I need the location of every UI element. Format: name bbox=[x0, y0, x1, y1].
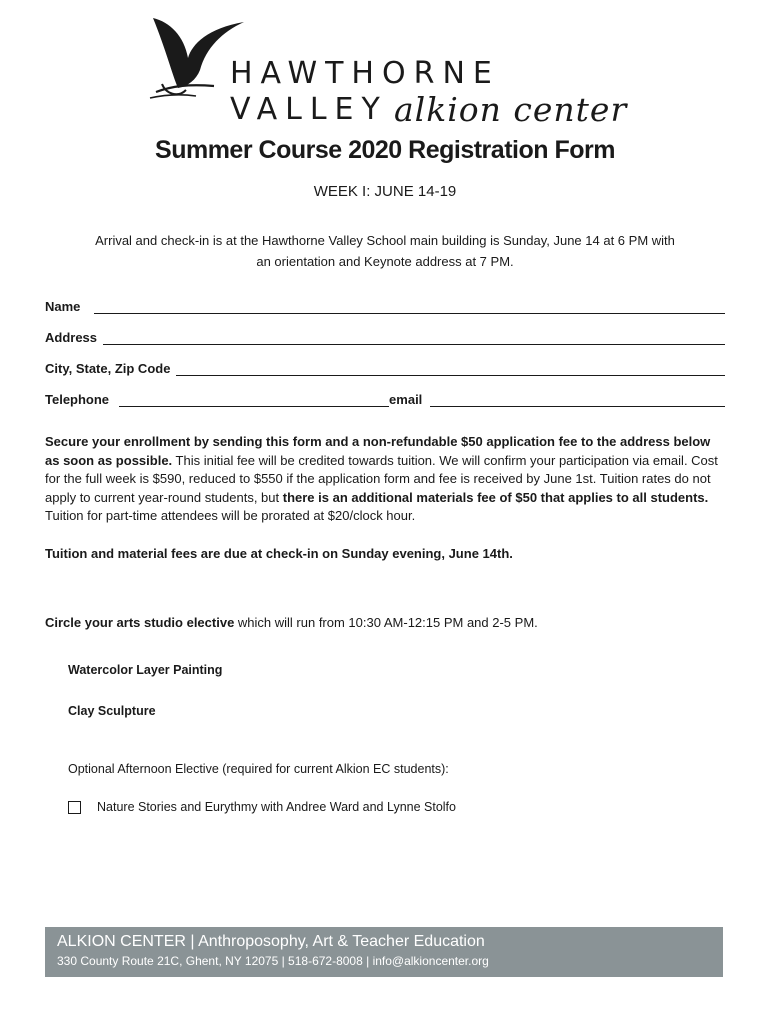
footer-bar bbox=[45, 927, 723, 977]
elective-option-clay[interactable]: Clay Sculpture bbox=[68, 704, 156, 718]
city-row bbox=[45, 356, 725, 376]
address-label: Address bbox=[45, 330, 98, 345]
city-field[interactable] bbox=[176, 361, 725, 376]
week-heading: WEEK I: JUNE 14-19 bbox=[313, 183, 457, 200]
optional-elective-row bbox=[68, 800, 456, 814]
enrollment-bold-intro: Secure your enrollment by sending this form and a non-refundable $50 application fee to the address below as soon as possible. bbox=[45, 434, 711, 468]
name-field[interactable] bbox=[94, 299, 725, 314]
arrival-note bbox=[90, 230, 680, 272]
elective-instruction bbox=[45, 615, 538, 630]
telephone-row bbox=[45, 387, 725, 407]
email-field[interactable] bbox=[430, 392, 725, 407]
brand-alkion-center: alkion center bbox=[394, 90, 628, 129]
footer-contact: 330 County Route 21C, Ghent, NY 12075 | 518-672-8008 | info@alkioncenter.org bbox=[57, 954, 489, 968]
optional-elective-checkbox[interactable] bbox=[68, 801, 81, 814]
city-label: City, State, Zip Code bbox=[45, 361, 171, 376]
enrollment-paragraph bbox=[45, 433, 727, 526]
address-row bbox=[45, 325, 725, 345]
telephone-field[interactable] bbox=[119, 392, 389, 407]
email-label: email bbox=[389, 392, 423, 407]
telephone-label: Telephone bbox=[45, 392, 110, 407]
elective-option-watercolor[interactable]: Watercolor Layer Painting bbox=[68, 663, 223, 677]
name-row bbox=[45, 294, 725, 314]
footer-title: ALKION CENTER | Anthroposophy, Art & Teacher Education bbox=[57, 933, 485, 950]
enrollment-text-1: This initial fee will be credited towards tuition. We will confirm your participation via email. Cost for the full week is $590, reduced to $550 if the application form and fee is received by June 1st. Tuition rates do not apply to current year-round students, but bbox=[45, 452, 718, 505]
optional-elective-label: Optional Afternoon Elective (required for current Alkion EC students): bbox=[68, 762, 449, 776]
enrollment-materials-fee: there is an additional materials fee of $50 that applies to all students. bbox=[282, 489, 709, 505]
arrival-line-2: an orientation and Keynote address at 7 PM. bbox=[256, 254, 514, 269]
arrival-line-1: Arrival and check-in is at the Hawthorne Valley School main building is Sunday, June 14 at 6 PM with bbox=[95, 233, 675, 248]
address-field[interactable] bbox=[103, 330, 725, 345]
due-note: Tuition and material fees are due at check-in on Sunday evening, June 14th. bbox=[45, 546, 513, 561]
enrollment-text-2: Tuition for part-time attendees will be prorated at $20/clock hour. bbox=[45, 508, 416, 523]
page-title: Summer Course 2020 Registration Form bbox=[155, 136, 615, 164]
elective-instruction-text: which will run from 10:30 AM-12:15 PM and 2-5 PM. bbox=[234, 615, 538, 630]
optional-elective-text: Nature Stories and Eurythmy with Andree Ward and Lynne Stolfo bbox=[97, 800, 456, 814]
brand-hawthorne: HAWTHORNE bbox=[230, 56, 500, 91]
name-label: Name bbox=[45, 299, 81, 314]
logo bbox=[148, 14, 648, 129]
elective-instruction-bold: Circle your arts studio elective bbox=[45, 615, 235, 630]
brand-valley: VALLEY bbox=[230, 92, 388, 127]
